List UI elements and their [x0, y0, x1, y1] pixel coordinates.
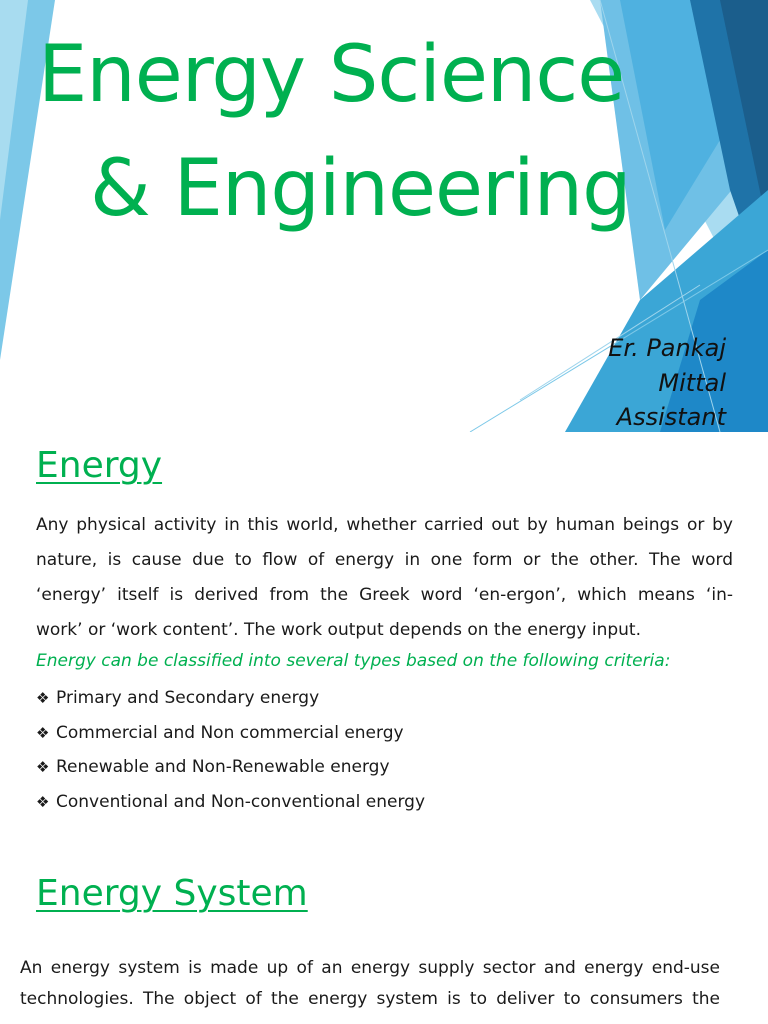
- energy-system-paragraph: [20, 953, 720, 1015]
- author-title-line: Assistant: [616, 403, 726, 431]
- list-item-label: Primary and Secondary energy: [56, 688, 320, 708]
- slide-title-line-1: Energy Science: [38, 30, 625, 120]
- diamond-bullet-icon: ❖: [36, 689, 50, 707]
- list-item-label: Conventional and Non-conventional energy: [56, 791, 426, 812]
- list-item: [36, 753, 425, 788]
- energy-paragraph-line: work’ or ‘work content’. The work output depends on the energy input.: [36, 620, 642, 640]
- classification-criteria-intro: Energy can be classified into several types based on the following criteria:: [36, 651, 671, 671]
- energy-system-paragraph-line: An energy system is made up of an energy supply sector and energy end-use: [20, 958, 720, 978]
- energy-paragraph: [36, 508, 733, 648]
- energy-types-list: [36, 684, 425, 822]
- list-item: [36, 684, 425, 719]
- energy-paragraph-line: nature, is cause due to flow of energy in one form or the other. The word: [36, 550, 733, 570]
- list-item-label: Renewable and Non-Renewable energy: [56, 757, 390, 777]
- slide-title-line-2: & Engineering: [90, 144, 631, 234]
- list-item-label: Commercial and Non commercial energy: [56, 722, 404, 743]
- energy-paragraph-line: Any physical activity in this world, whether carried out by human beings or by: [36, 515, 733, 535]
- energy-paragraph-line: ‘energy’ itself is derived from the Greek word ‘en-ergon’, which means ‘in-: [36, 585, 733, 605]
- author-name-line-2: Mittal: [658, 369, 726, 397]
- title-slide: [0, 0, 768, 432]
- diamond-bullet-icon: ❖: [36, 758, 50, 776]
- list-item: [36, 788, 425, 823]
- diamond-bullet-icon: ❖: [36, 723, 50, 742]
- energy-heading: Energy: [36, 445, 163, 486]
- author-name-line-1: Er. Pankaj: [608, 334, 726, 362]
- energy-system-paragraph-line: technologies. The object of the energy system is to deliver to consumers the: [20, 989, 720, 1009]
- energy-system-heading: Energy System: [36, 873, 308, 914]
- diamond-bullet-icon: ❖: [36, 792, 50, 811]
- list-item: [36, 719, 425, 754]
